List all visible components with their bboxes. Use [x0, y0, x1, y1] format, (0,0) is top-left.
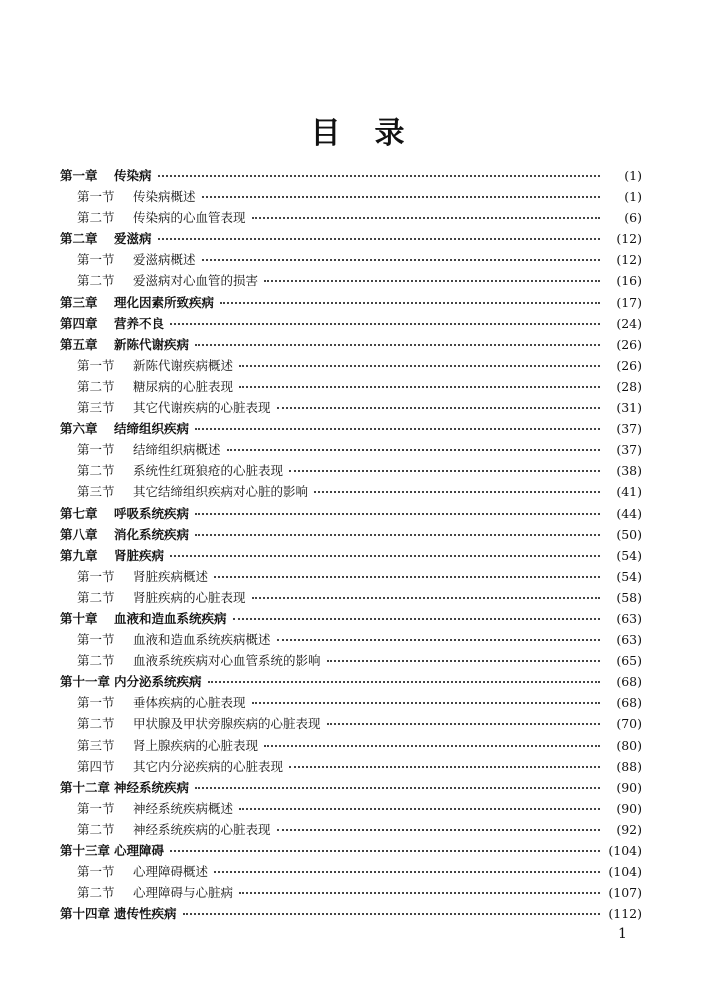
- toc-entry-label: [60, 903, 177, 924]
- toc-entry-number: 第六章: [60, 421, 98, 437]
- toc-chapter-entry: [60, 777, 642, 798]
- toc-entry-page: (41): [616, 484, 642, 500]
- toc-chapter-entry: [60, 503, 642, 524]
- toc-entry-page: (12): [616, 231, 642, 247]
- toc-entry-page: (70): [616, 716, 642, 732]
- toc-entry-label: [77, 756, 283, 777]
- dot-leader: [327, 660, 600, 662]
- toc-entry-title: 神经系统疾病: [114, 779, 190, 795]
- toc-entry-page: (58): [616, 589, 642, 605]
- toc-entry-title: 营养不良: [114, 315, 165, 331]
- toc-entry-page: (80): [616, 737, 642, 753]
- toc-section-entry: [60, 629, 642, 650]
- toc-chapter-entry: [60, 545, 642, 566]
- dot-leader: [170, 555, 600, 557]
- page-number: 1: [618, 926, 627, 942]
- toc-entry-page: (38): [616, 463, 642, 479]
- toc-entry-label: [77, 397, 271, 418]
- toc-entry-title: 神经系统疾病概述: [133, 800, 234, 816]
- toc-entry-label: [77, 439, 221, 460]
- dot-leader: [195, 787, 600, 789]
- toc-entry-title: 其它结缔组织疾病对心脏的影响: [133, 484, 309, 500]
- toc-entry-number: 第八章: [60, 526, 98, 542]
- toc-entry-label: [77, 692, 246, 713]
- toc-entry-number: 第二节: [77, 378, 115, 394]
- toc-entry-label: [77, 566, 208, 587]
- toc-entry-label: [60, 334, 189, 355]
- toc-section-entry: [60, 249, 642, 270]
- toc-entry-page: (112): [608, 906, 642, 922]
- toc-entry-title: 血液系统疾病对心血管系统的影响: [133, 653, 321, 669]
- toc-section-entry: [60, 355, 642, 376]
- toc-entry-title: 呼吸系统疾病: [114, 505, 190, 521]
- toc-entry-page: (90): [616, 779, 642, 795]
- toc-chapter-entry: [60, 903, 642, 924]
- toc-entry-page: (107): [608, 885, 642, 901]
- toc-section-entry: [60, 819, 642, 840]
- toc-section-entry: [60, 692, 642, 713]
- toc-entry-page: (1): [624, 168, 642, 183]
- dot-leader: [208, 681, 600, 683]
- toc-entry-label: [77, 587, 246, 608]
- toc-entry-title: 心理障碍: [114, 843, 165, 858]
- toc-entry-number: 第二节: [77, 273, 115, 289]
- toc-entry-label: [60, 418, 189, 439]
- toc-entry-title: 新陈代谢疾病: [114, 336, 190, 352]
- toc-entry-page: (17): [616, 294, 642, 310]
- toc-entry-label: [77, 629, 271, 650]
- toc-entry-label: [77, 713, 321, 734]
- toc-entry-number: 第一节: [77, 864, 115, 880]
- toc-entry-page: (12): [616, 252, 642, 268]
- dot-leader: [195, 534, 600, 536]
- toc-entry-label: [60, 777, 189, 798]
- dot-leader: [214, 576, 600, 578]
- toc-entry-label: [77, 207, 246, 228]
- dot-leader: [158, 238, 600, 240]
- dot-leader: [239, 386, 600, 388]
- toc-entry-label: [60, 313, 164, 334]
- toc-entry-label: [60, 524, 189, 545]
- toc-entry-page: (104): [608, 843, 642, 858]
- toc-entry-title: 传染病: [114, 168, 152, 183]
- toc-entry-number: 第十三章: [60, 843, 111, 858]
- toc-entry-title: 遗传性疾病: [114, 906, 177, 922]
- toc-entry-page: (28): [616, 378, 642, 394]
- toc-entry-number: 第一节: [77, 357, 115, 373]
- toc-section-entry: [60, 650, 642, 671]
- toc-chapter-entry: [60, 671, 642, 692]
- toc-entry-page: (37): [616, 421, 642, 437]
- dot-leader: [289, 470, 600, 472]
- toc-entry-number: 第十章: [60, 610, 98, 626]
- dot-leader: [158, 175, 600, 177]
- toc-chapter-entry: [60, 524, 642, 545]
- toc-entry-title: 结缔组织病概述: [133, 442, 221, 458]
- toc-entry-title: 肾上腺疾病的心脏表现: [133, 737, 259, 753]
- toc-entry-number: 第二节: [77, 589, 115, 605]
- toc-entry-title: 内分泌系统疾病: [114, 674, 202, 690]
- toc-entry-label: [77, 376, 233, 397]
- toc-entry-title: 肾脏疾病概述: [133, 568, 209, 584]
- toc-entry-page: (6): [624, 210, 642, 226]
- toc-entry-title: 心理障碍与心脏病: [133, 885, 234, 901]
- toc-entry-number: 第一节: [77, 695, 115, 711]
- toc-chapter-entry: [60, 313, 642, 334]
- toc-entry-number: 第二节: [77, 653, 115, 669]
- toc-entry-title: 理化因素所致疾病: [114, 294, 215, 310]
- toc-entry-page: (88): [616, 758, 642, 774]
- toc-entry-page: (44): [616, 505, 642, 521]
- toc-entry-title: 传染病概述: [133, 189, 196, 205]
- dot-leader: [239, 892, 600, 894]
- toc-entry-label: [77, 819, 271, 840]
- toc-section-entry: [60, 186, 642, 207]
- toc-section-entry: [60, 735, 642, 756]
- dot-leader: [314, 491, 600, 493]
- toc-entry-label: [77, 460, 283, 481]
- toc-entry-page: (54): [616, 568, 642, 584]
- toc-entry-title: 新陈代谢疾病概述: [133, 357, 234, 373]
- dot-leader: [277, 829, 600, 831]
- toc-entry-number: 第九章: [60, 547, 98, 563]
- dot-leader: [327, 723, 600, 725]
- toc-entry-page: (68): [616, 695, 642, 711]
- toc-section-entry: [60, 713, 642, 734]
- dot-leader: [202, 259, 600, 261]
- toc-entry-label: [77, 798, 233, 819]
- toc-section-entry: [60, 439, 642, 460]
- toc-section-entry: [60, 566, 642, 587]
- toc-section-entry: [60, 882, 642, 903]
- toc-section-entry: [60, 481, 642, 502]
- toc-entry-title: 肾脏疾病: [114, 547, 165, 563]
- dot-leader: [170, 323, 600, 325]
- toc-entry-page: (104): [608, 864, 642, 880]
- toc-entry-label: [77, 735, 258, 756]
- toc-entry-page: (90): [616, 800, 642, 816]
- toc-entry-number: 第一章: [60, 168, 98, 183]
- toc-entry-label: [60, 608, 227, 629]
- toc-entry-label: [77, 882, 233, 903]
- dot-leader: [289, 766, 600, 768]
- toc-entry-title: 其它内分泌疾病的心脏表现: [133, 758, 284, 774]
- toc-entry-number: 第三节: [77, 737, 115, 753]
- toc-entry-number: 第一节: [77, 189, 115, 205]
- dot-leader: [239, 808, 600, 810]
- dot-leader: [183, 913, 600, 915]
- toc-entry-number: 第三节: [77, 484, 115, 500]
- dot-leader: [202, 196, 600, 198]
- dot-leader: [233, 618, 600, 620]
- dot-leader: [195, 428, 600, 430]
- toc-entry-label: [77, 270, 258, 291]
- toc-entry-page: (24): [616, 315, 642, 331]
- dot-leader: [252, 702, 600, 704]
- toc-entry-label: [60, 671, 202, 692]
- toc-entry-number: 第一节: [77, 442, 115, 458]
- toc-chapter-entry: [60, 334, 642, 355]
- toc-entry-label: [77, 355, 233, 376]
- toc-entry-title: 结缔组织疾病: [114, 421, 190, 437]
- toc-entry-page: (37): [616, 442, 642, 458]
- dot-leader: [220, 302, 600, 304]
- toc-entry-title: 爱滋病: [114, 231, 152, 247]
- toc-entry-title: 肾脏疾病的心脏表现: [133, 589, 246, 605]
- toc-chapter-entry: [60, 228, 642, 249]
- toc-entry-number: 第二章: [60, 231, 98, 247]
- toc-entry-page: (65): [616, 653, 642, 669]
- toc-entry-label: [77, 481, 308, 502]
- toc-entry-label: [77, 249, 196, 270]
- toc-entry-page: (50): [616, 526, 642, 542]
- toc-entry-label: [60, 292, 214, 313]
- toc-section-entry: [60, 270, 642, 291]
- dot-leader: [277, 407, 600, 409]
- toc-entry-page: (68): [616, 674, 642, 690]
- toc-entry-number: 第二节: [77, 885, 115, 901]
- toc-entry-label: [77, 861, 208, 882]
- dot-leader: [170, 850, 600, 852]
- toc-section-entry: [60, 798, 642, 819]
- toc-entry-number: 第五章: [60, 336, 98, 352]
- toc-entry-page: (54): [616, 547, 642, 563]
- toc-section-entry: [60, 756, 642, 777]
- toc-entry-number: 第一节: [77, 800, 115, 816]
- toc-entry-number: 第三节: [77, 400, 115, 416]
- toc-entry-title: 心理障碍概述: [133, 864, 209, 880]
- toc-chapter-entry: [60, 165, 642, 186]
- toc-entry-title: 血液和造血系统疾病: [114, 610, 227, 626]
- dot-leader: [195, 513, 600, 515]
- toc-entry-number: 第四节: [77, 758, 115, 774]
- toc-entry-title: 垂体疾病的心脏表现: [133, 695, 246, 711]
- toc-section-entry: [60, 460, 642, 481]
- toc-entry-title: 血液和造血系统疾病概述: [133, 632, 271, 648]
- toc-entry-page: (63): [616, 632, 642, 648]
- toc-entry-page: (63): [616, 610, 642, 626]
- toc-entry-number: 第一节: [77, 632, 115, 648]
- toc-entry-page: (92): [616, 821, 642, 837]
- toc-entry-title: 甲状腺及甲状旁腺疾病的心脏表现: [133, 716, 321, 732]
- dot-leader: [277, 639, 600, 641]
- toc-section-entry: [60, 587, 642, 608]
- toc-entry-page: (1): [624, 189, 642, 205]
- toc-entry-page: (31): [616, 400, 642, 416]
- toc-entry-title: 糖尿病的心脏表现: [133, 378, 234, 394]
- toc-entry-number: 第二节: [77, 210, 115, 226]
- dot-leader: [227, 449, 600, 451]
- toc-entry-number: 第三章: [60, 294, 98, 310]
- toc-chapter-entry: [60, 608, 642, 629]
- toc-chapter-entry: [60, 840, 642, 861]
- dot-leader: [214, 871, 600, 873]
- toc-entry-number: 第二节: [77, 821, 115, 837]
- toc-entry-number: 第二节: [77, 463, 115, 479]
- toc-entry-label: [60, 228, 152, 249]
- dot-leader: [195, 344, 600, 346]
- toc-entry-number: 第十一章: [60, 674, 111, 690]
- toc-entry-title: 爱滋病概述: [133, 252, 196, 268]
- toc-entry-number: 第二节: [77, 716, 115, 732]
- toc-chapter-entry: [60, 292, 642, 313]
- dot-leader: [252, 217, 600, 219]
- toc-entry-title: 神经系统疾病的心脏表现: [133, 821, 271, 837]
- toc-section-entry: [60, 376, 642, 397]
- toc-entry-number: 第十二章: [60, 779, 111, 795]
- table-of-contents: [60, 165, 642, 924]
- toc-section-entry: [60, 861, 642, 882]
- toc-entry-title: 传染病的心血管表现: [133, 210, 246, 226]
- toc-entry-title: 其它代谢疾病的心脏表现: [133, 400, 271, 416]
- toc-entry-page: (26): [616, 357, 642, 373]
- toc-entry-label: [60, 165, 152, 186]
- toc-entry-page: (26): [616, 336, 642, 352]
- toc-chapter-entry: [60, 418, 642, 439]
- dot-leader: [264, 745, 600, 747]
- toc-entry-label: [60, 840, 164, 861]
- toc-entry-number: 第七章: [60, 505, 98, 521]
- toc-entry-title: 系统性红斑狼疮的心脏表现: [133, 463, 284, 479]
- toc-entry-title: 消化系统疾病: [114, 526, 190, 542]
- toc-entry-label: [77, 186, 196, 207]
- toc-entry-number: 第一节: [77, 252, 115, 268]
- toc-entry-number: 第十四章: [60, 906, 111, 922]
- toc-entry-number: 第四章: [60, 315, 98, 331]
- toc-entry-page: (16): [616, 273, 642, 289]
- dot-leader: [252, 597, 600, 599]
- toc-section-entry: [60, 207, 642, 228]
- page-title: 目录: [310, 116, 439, 151]
- toc-section-entry: [60, 397, 642, 418]
- dot-leader: [264, 280, 600, 282]
- toc-entry-label: [60, 545, 164, 566]
- toc-entry-title: 爱滋病对心血管的损害: [133, 273, 259, 289]
- dot-leader: [239, 365, 600, 367]
- toc-entry-label: [77, 650, 321, 671]
- toc-entry-number: 第一节: [77, 568, 115, 584]
- toc-entry-label: [60, 503, 189, 524]
